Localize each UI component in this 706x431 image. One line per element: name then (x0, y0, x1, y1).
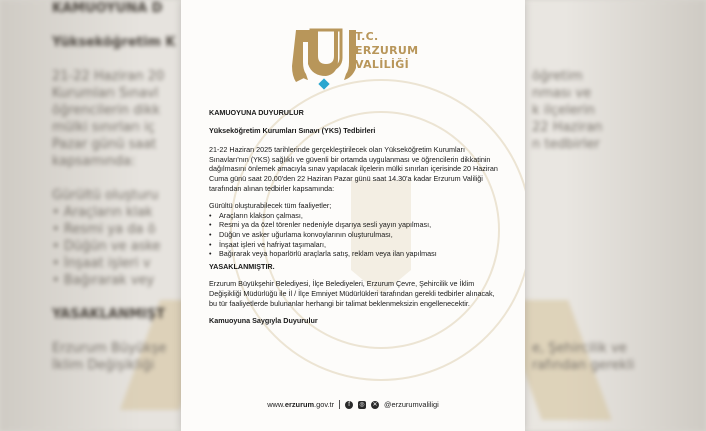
list-item: • Resmi ya da özel törenler nedeniyle dışarıya sesli yayın yapılması, (209, 220, 499, 230)
footer (181, 400, 525, 409)
footer-divider (339, 400, 340, 409)
background-text-line: • İnşaat işleri v (52, 256, 151, 271)
list-item: • İnşaat işleri ve hafriyat taşımaları, (209, 240, 499, 250)
logo-line-erzurum: ERZURUM (355, 44, 419, 57)
background-text-line: KAMUOYUNA D (52, 1, 163, 16)
announcement-heading: KAMUOYUNA DUYURULUR (209, 108, 304, 117)
background-text-right (532, 0, 706, 374)
background-text-line (532, 0, 706, 17)
background-text-line (532, 255, 706, 272)
list-item: • Araçların klakson çalması, (209, 211, 499, 221)
background-text-line: • Resmi ya da ö (52, 222, 156, 237)
logo-line-tc: T.C. (355, 30, 379, 43)
logo-text (355, 30, 418, 72)
background-text-line (532, 323, 706, 340)
signoff: Kamuoyuna Saygıyla Duyurulur (209, 316, 318, 326)
background-text-line: Pazar günü saat (52, 137, 157, 152)
background-text-line: Erzurum Büyükşe (52, 341, 167, 356)
diamond-icon (318, 78, 329, 89)
background-text-line (532, 306, 706, 323)
background-text-line: n tedbirler (532, 137, 600, 152)
background-text-line (532, 170, 706, 187)
background-text-line (532, 238, 706, 255)
background-text-line (532, 204, 706, 221)
background-text-line (532, 289, 706, 306)
intro-paragraph: 21-22 Haziran 2025 tarihlerinde gerçekleştirilecek olan Yükseköğretim Kurumları Sınavları'nın (YKS) sağlıklı ve güvenli bir ortamda uygulanması ve öğrencilerin dikkatinin dağılmasını önlemek amacıyla sınav yapılacak ilçelerin mülki sınırları içerisinde 20 Haziran Cuma günü saat 20.00'den 22 Haziran Pazar günü saat 14.30'a kadar Erzurum Valiliği tarafından alınan tedbirler kapsamında: (209, 145, 498, 193)
list-item: • Düğün ve asker uğurlama konvoylarının oluşturulması, (209, 230, 499, 240)
background-text-line: 21-22 Haziran 20 (52, 69, 165, 84)
list-intro: Gürültü oluşturabilecek tüm faaliyetler; (209, 201, 332, 211)
background-text-line: k ilçelerin (532, 103, 595, 118)
background-text-line: mülki sınırları iç (52, 120, 155, 135)
background-text-line: • Bağırarak vey (52, 273, 155, 288)
social-handle[interactable]: @erzurumvaliligi (384, 400, 439, 409)
background-text-line: kapsamında: (52, 154, 136, 169)
background-text-line: • Düğün ve aske (52, 239, 161, 254)
background-text-line: İklim Değişikliği (52, 358, 155, 373)
list-item: • Bağırarak veya hoparlörlü araçlarla satış, reklam veya ilan yapılması (209, 249, 499, 259)
announcement-card (181, 0, 525, 431)
background-text-line: e, Şehircilik ve (532, 341, 627, 356)
logo-line-valiligi: VALİLİĞİ (355, 58, 410, 71)
background-text-line: YASAKLANMIŞT (52, 307, 165, 322)
closing-paragraph: Erzurum Büyükşehir Belediyesi, İlçe Belediyeleri, Erzurum Çevre, Şehircilik ve İklim Değişikliği Müdürlüğü ile İl / İlçe Emniyet Müdürlükleri tarafından gerekli tedbirler alınacak, bu tür faaliyetlerde bulunanlar herhangi bir talimat beklenmeksizin engellenecektir. (209, 279, 495, 308)
x-icon[interactable]: ✕ (372, 401, 378, 408)
background-text-line (532, 51, 706, 68)
facebook-icon[interactable]: f (345, 401, 353, 409)
background-text-line: nması ve (532, 86, 592, 101)
background-text-line (532, 153, 706, 170)
website-link[interactable]: www.erzurum.gov.tr (267, 400, 335, 409)
prohibited-activities-list (209, 211, 499, 259)
background-text-line: Kurumları Sınavl (52, 86, 159, 101)
background-text-line (532, 272, 706, 289)
instagram-icon[interactable]: ◎ (359, 401, 365, 408)
background-text-line: öğrencilerin dikk (52, 103, 161, 118)
background-text-line: • Araçların klak (52, 205, 153, 220)
prohibited-notice: YASAKLANMIŞTIR. (209, 261, 275, 271)
background-text-line: öğretim (532, 69, 583, 84)
background-text-line (532, 221, 706, 238)
announcement-body (209, 108, 499, 326)
background-text-line (532, 17, 706, 34)
background-text-line: Gürültü oluşturu (52, 188, 159, 203)
background-text-line: 22 Haziran (532, 120, 603, 135)
background-text-line (532, 34, 706, 51)
background-text-line (532, 187, 706, 204)
background-text-line: Yükseköğretim K (52, 35, 176, 50)
announcement-subheading: Yükseköğretim Kurumları Sınavı (YKS) Tedbirleri (209, 125, 376, 135)
background-text-line: rafından gerekli (532, 358, 635, 373)
